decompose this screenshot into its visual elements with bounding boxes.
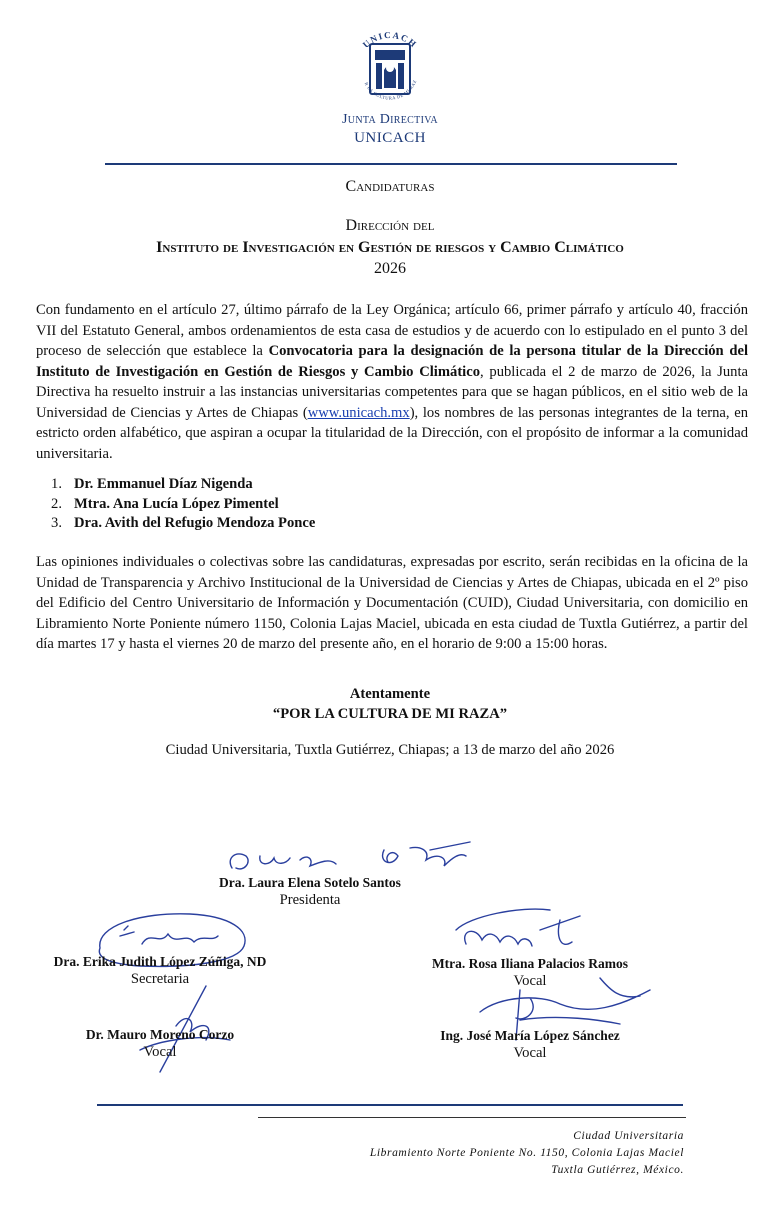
closing-motto: “POR LA CULTURA DE MI RAZA”	[272, 706, 508, 722]
header-divider	[105, 163, 677, 165]
intro-paragraph	[36, 300, 748, 464]
vocal1-signature	[456, 909, 580, 946]
candidate-name: Mtra. Ana Lucía López Pimentel	[74, 495, 279, 512]
intro-text-3: ), los nombres de las personas integrantes de la terna, en estricto orden alfabético, que aspiran a ocupar la titularidad de la Dirección, con el propósito de informar a la comunidad universitaria.	[36, 404, 748, 462]
closing-atentamente: Atentamente	[349, 686, 431, 702]
website-link[interactable]: www.unicach.mx	[307, 404, 410, 421]
doc-title: Candidaturas	[345, 178, 435, 195]
vocal3-role: Vocal	[513, 1045, 547, 1061]
institute-name: Instituto de Investigación en Gestión de riesgos y Cambio Climático	[156, 239, 624, 256]
footer-address: Libramiento Norte Poniente No. 1150, Colonia Lajas Maciel	[369, 1147, 684, 1159]
list-item	[36, 495, 315, 515]
list-item	[36, 475, 315, 495]
candidate-name: Dra. Avith del Refugio Mendoza Ponce	[74, 515, 316, 531]
place-date: Ciudad Universitaria, Tuxtla Gutiérrez, Chiapas; a 13 de marzo del año 2026	[165, 742, 615, 758]
secretary-role: Secretaria	[130, 971, 190, 987]
president-name: Dra. Laura Elena Sotelo Santos	[219, 875, 401, 890]
logo-motto: R LA CULTURA DE MI RAZ	[363, 79, 418, 101]
list-number: 1.	[51, 476, 62, 492]
footer-city: Tuxtla Gutiérrez, México.	[551, 1164, 684, 1176]
footer-campus: Ciudad Universitaria	[573, 1130, 684, 1142]
doc-subtitle: Dirección del	[345, 217, 435, 234]
president-signature	[230, 842, 470, 869]
intro-text-2: , publicada el 2 de marzo de 2026, la Junta Directiva ha resuelto instruir a las instancias universitarias competentes para que se hagan públicos, en el sitio web de la Universidad de Ciencias y Artes de Chiapas (	[36, 363, 749, 421]
board-institution: UNICACH	[354, 130, 426, 146]
list-item	[36, 514, 315, 534]
list-number: 3.	[51, 515, 62, 531]
vocal3-name: Ing. José María López Sánchez	[440, 1028, 620, 1043]
opinions-paragraph: Las opiniones individuales o colectivas sobre las candidaturas, expresadas por escrito, serán recibidas en la oficina de la Unidad de Transparencia y Archivo Institucional de la Universidad de Ciencias y Artes de Chiapas, ubicada en el 2º piso del Edificio del Centro Universitario de Información y Documentación (CUID), Ciudad Universitaria, con domicilio en Libramiento Norte Poniente número 1150, Colonia Lajas Maciel, ubicada en esta ciudad de Tuxtla Gutiérrez, a partir del día martes 17 y hasta el viernes 20 de marzo del presente año, en el horario de 9:00 a 15:00 horas.	[36, 554, 748, 652]
intro-text-1: Con fundamento en el artículo 27, último párrafo de la Ley Orgánica; artículo 66, primer párrafo y artículo 40, fracción VII del Estatuto General, ambos ordenamientos de esta casa de estudios y de acuerdo con lo estipulado en el punto 3 del proceso de selección que establece la	[36, 302, 748, 359]
secretary-name: Dra. Erika Judith López Zúñiga, ND	[53, 954, 267, 969]
vocal2-role: Vocal	[143, 1044, 177, 1060]
president-role: Presidenta	[279, 892, 341, 908]
board-name: Junta Directiva	[342, 112, 438, 127]
candidate-list	[36, 475, 315, 534]
vocal1-role: Vocal	[513, 973, 547, 989]
list-number: 2.	[51, 495, 62, 512]
footer-divider	[97, 1104, 683, 1106]
vocal2-name: Dr. Mauro Moreno Corzo	[85, 1027, 235, 1042]
logo-text: UNICACH	[360, 30, 420, 50]
footer-divider-thin	[258, 1117, 686, 1118]
candidate-name: Dr. Emmanuel Díaz Nigenda	[74, 476, 253, 492]
doc-year: 2026	[374, 260, 406, 277]
unicach-logo	[320, 30, 460, 110]
vocal1-name: Mtra. Rosa Iliana Palacios Ramos	[431, 956, 629, 971]
intro-convocatoria: Convocatoria para la designación de la persona titular de la Dirección del Instituto de Investigación en Gestión de Riesgos y Cambio Climático	[36, 343, 748, 380]
